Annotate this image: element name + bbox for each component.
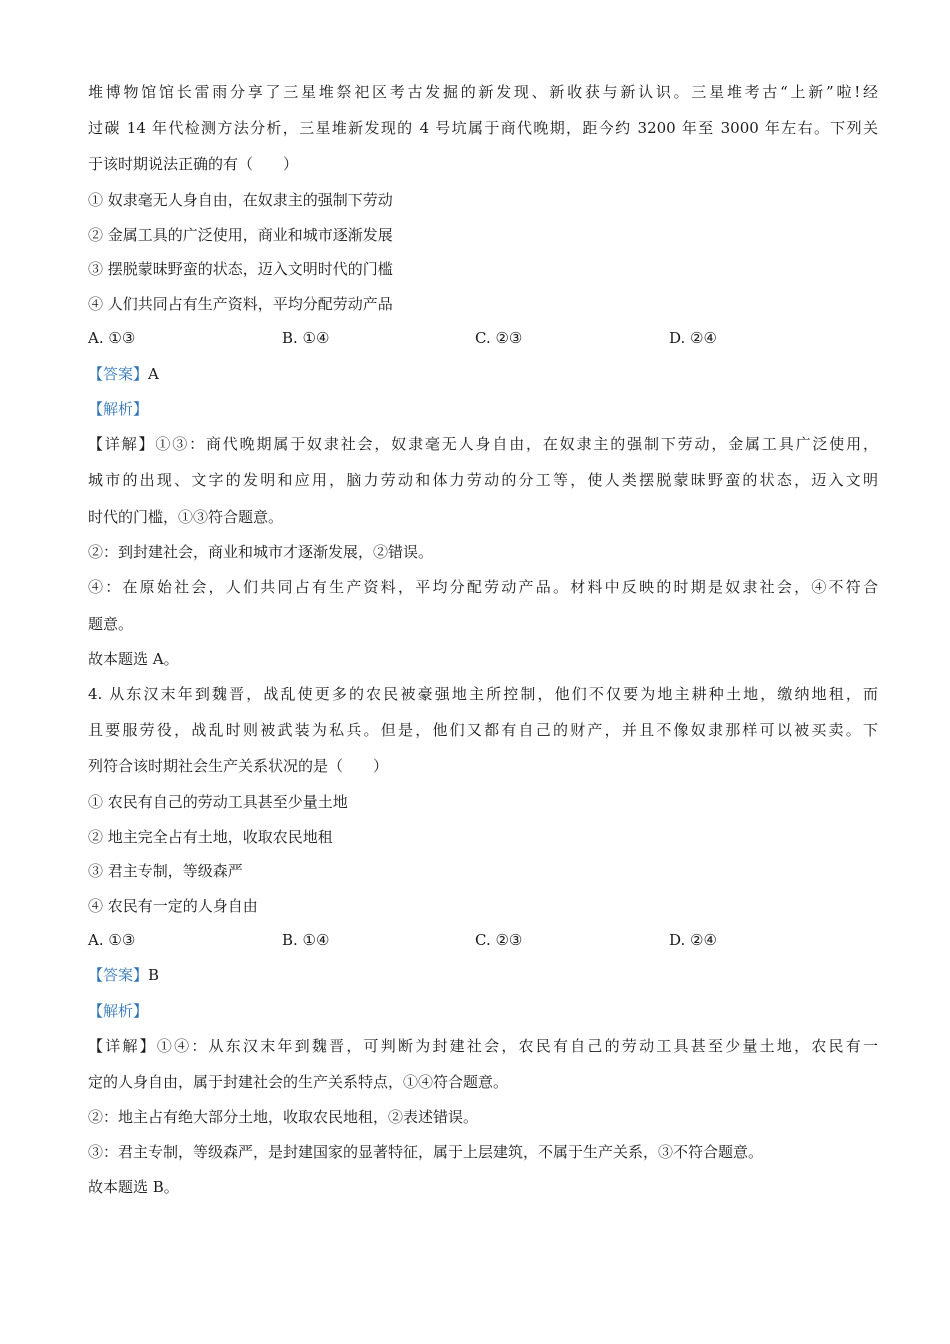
- q3-option-a: A. ①③: [88, 329, 136, 347]
- q4-stem-line-3: 列符合该时期社会生产关系状况的是（ ）: [88, 757, 389, 775]
- q3-detail-line-6: 题意。: [88, 615, 134, 633]
- q3-detail-line-4: ②：到封建社会，商业和城市才逐渐发展，②错误。: [88, 543, 434, 561]
- q4-option-c: C. ②③: [475, 931, 523, 949]
- q3-detail-line-5: ④：在原始社会，人们共同占有生产资料，平均分配劳动产品。材料中反映的时期是奴隶社会，④不符合: [88, 578, 878, 596]
- q3-stem-line-1: 堆博物馆馆长雷雨分享了三星堆祭祀区考古发掘的新发现、新收获与新认识。三星堆考古“上新”啦!经: [88, 83, 878, 101]
- q3-statement-1: ① 奴隶毫无人身自由，在奴隶主的强制下劳动: [88, 191, 393, 209]
- q4-answer-value: B: [148, 966, 160, 984]
- q3-detail-line-3: 时代的门槛，①③符合题意。: [88, 508, 284, 526]
- q4-statement-2: ② 地主完全占有土地，收取农民地租: [88, 828, 333, 846]
- q4-detail-line-2: 定的人身自由，属于封建社会的生产关系特点，①④符合题意。: [88, 1073, 509, 1091]
- q4-answer: [88, 965, 878, 985]
- q4-statement-1: ① 农民有自己的劳动工具甚至少量土地: [88, 793, 348, 811]
- q4-statement-4: ④ 农民有一定的人身自由: [88, 897, 258, 915]
- q3-stem-line-2: 过碳 14 年代检测方法分析，三星堆新发现的 4 号坑属于商代晚期，距今约 3200 年至 3000 年左右。下列关: [88, 119, 878, 137]
- q3-answer-label: 【答案】: [88, 365, 149, 383]
- q4-answer-label: 【答案】: [88, 966, 149, 984]
- q4-detail-line-3: ②：地主占有绝大部分土地，收取农民地租，②表述错误。: [88, 1108, 479, 1126]
- q3-option-c: C. ②③: [475, 329, 523, 347]
- q4-stem-line-2: 且要服劳役，战乱时则被武装为私兵。但是，他们又都有自己的财产，并且不像奴隶那样可以被买卖。下: [88, 721, 878, 739]
- q4-stem-line-1: 4. 从东汉末年到魏晋，战乱使更多的农民被豪强地主所控制，他们不仅要为地主耕种土地，缴纳地租，而: [88, 685, 878, 703]
- q4-conclusion: 故本题选 B。: [88, 1178, 179, 1196]
- q3-statement-4: ④ 人们共同占有生产资料，平均分配劳动产品: [88, 295, 393, 313]
- q3-stem-line-3: 于该时期说法正确的有（ ）: [88, 155, 299, 173]
- q3-option-b: B. ①④: [282, 329, 330, 347]
- q3-conclusion: 故本题选 A。: [88, 650, 179, 668]
- q3-detail-line-1: 【详解】①③：商代晚期属于奴隶社会，奴隶毫无人身自由，在奴隶主的强制下劳动，金属工具广泛使用，: [88, 435, 878, 453]
- q3-statement-2: ② 金属工具的广泛使用，商业和城市逐渐发展: [88, 226, 393, 244]
- q3-detail-line-2: 城市的出现、文字的发明和应用，脑力劳动和体力劳动的分工等，使人类摆脱蒙昧野蛮的状态，迈入文明: [88, 471, 878, 489]
- q3-answer: [88, 364, 878, 384]
- q3-analysis-label: 【解析】: [88, 400, 149, 418]
- q3-answer-value: A: [148, 365, 159, 383]
- q4-detail-line-4: ③：君主专制，等级森严，是封建国家的显著特征，属于上层建筑，不属于生产关系，③不符合题意。: [88, 1143, 764, 1161]
- q4-statement-3: ③ 君主专制，等级森严: [88, 862, 243, 880]
- q4-option-d: D. ②④: [669, 931, 717, 949]
- q4-option-b: B. ①④: [282, 931, 330, 949]
- q3-option-d: D. ②④: [669, 329, 717, 347]
- q3-statement-3: ③ 摆脱蒙昧野蛮的状态，迈入文明时代的门槛: [88, 260, 393, 278]
- q4-detail-line-1: 【详解】①④：从东汉末年到魏晋，可判断为封建社会，农民有自己的劳动工具甚至少量土地，农民有一: [88, 1037, 878, 1055]
- q4-analysis-label: 【解析】: [88, 1002, 149, 1020]
- q4-option-a: A. ①③: [88, 931, 136, 949]
